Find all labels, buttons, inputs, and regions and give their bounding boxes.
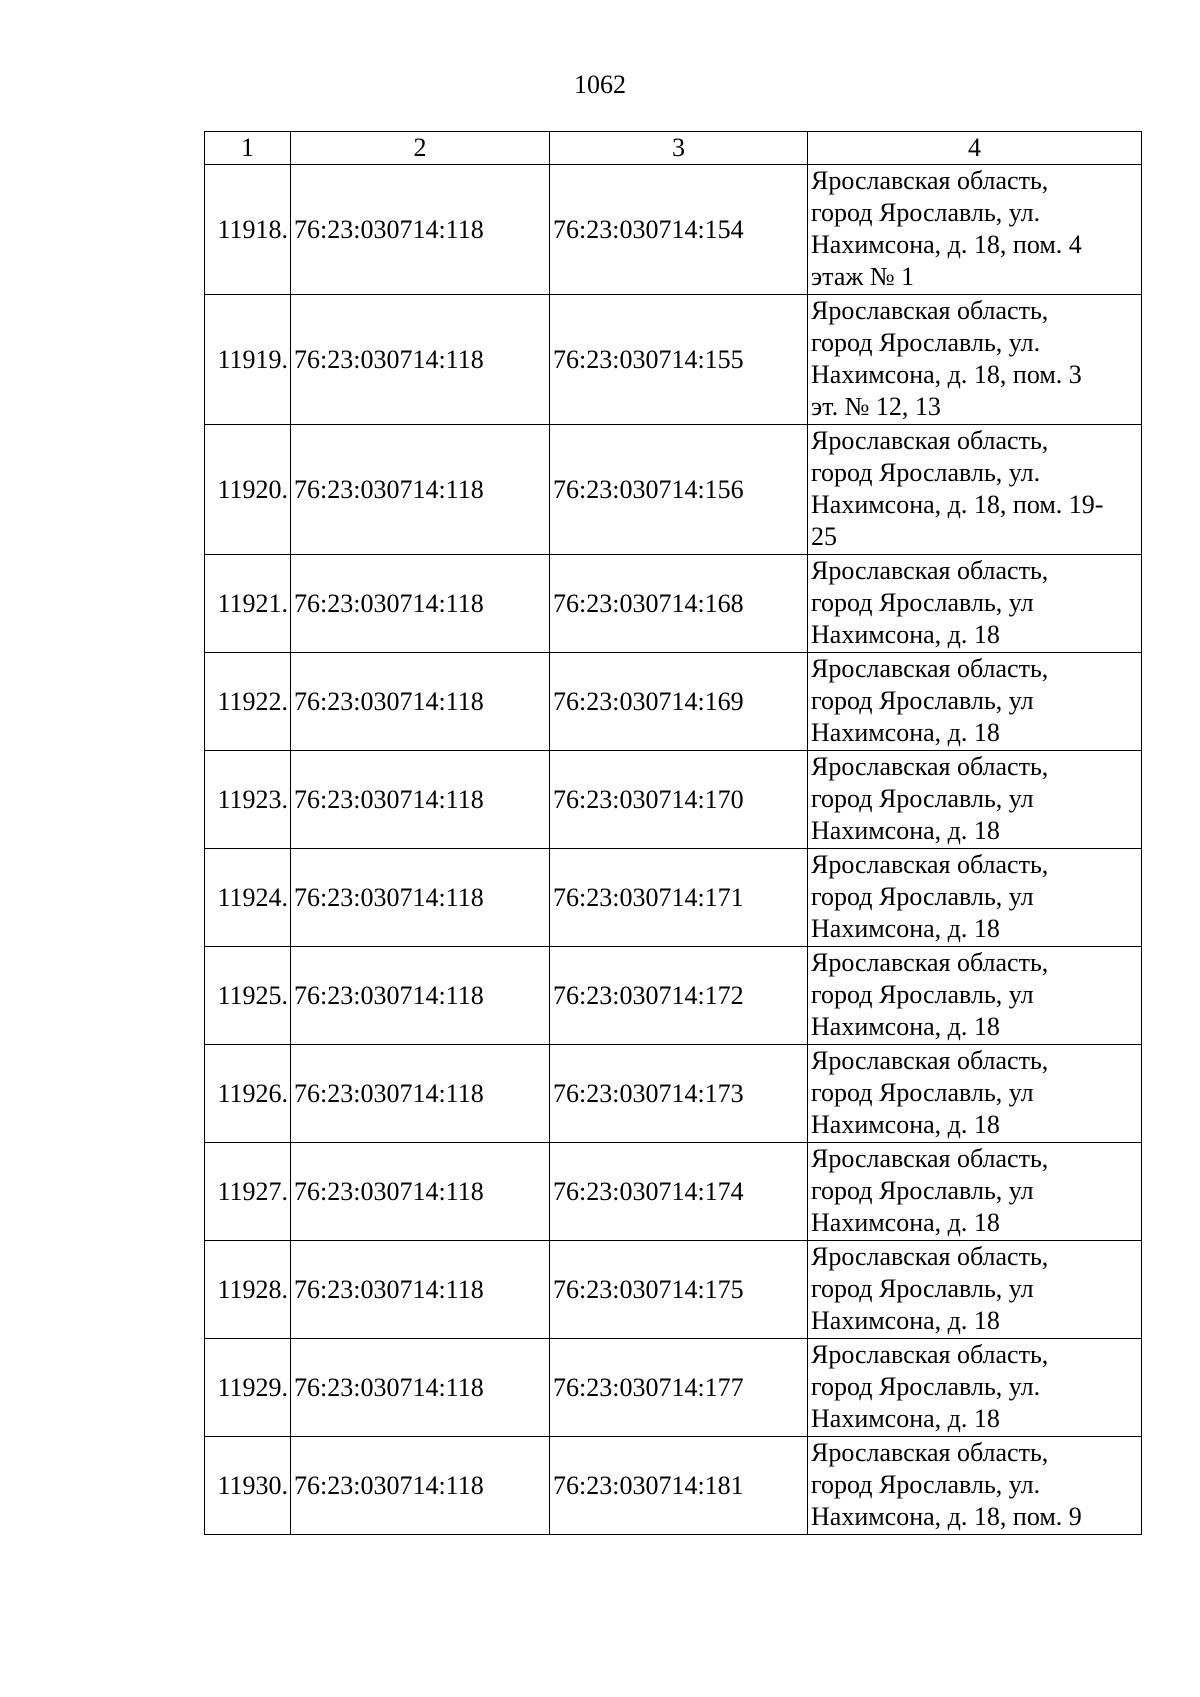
row-number-cell: 11923. [205,751,291,849]
address-cell: Ярославская область, город Ярославль, ул. Нахимсона, д. 18, пом. 9 [808,1437,1142,1535]
parcel-number-cell: 76:23:030714:118 [291,295,550,425]
parcel-number-cell: 76:23:030714:118 [291,555,550,653]
row-number-cell: 11926. [205,1045,291,1143]
object-number-cell: 76:23:030714:154 [550,165,808,295]
table-row [205,1437,1142,1535]
address-cell: Ярославская область, город Ярославль, ул Нахимсона, д. 18 [808,555,1142,653]
address-cell: Ярославская область, город Ярославль, ул Нахимсона, д. 18 [808,1143,1142,1241]
table-row [205,1339,1142,1437]
parcel-number-cell: 76:23:030714:118 [291,653,550,751]
row-number-cell: 11918. [205,165,291,295]
parcel-number-cell: 76:23:030714:118 [291,751,550,849]
table-row [205,947,1142,1045]
address-cell: Ярославская область, город Ярославль, ул Нахимсона, д. 18 [808,1045,1142,1143]
row-number-cell: 11925. [205,947,291,1045]
row-number-cell: 11921. [205,555,291,653]
row-number-cell: 11927. [205,1143,291,1241]
column-header-4: 4 [808,132,1142,165]
table-row [205,1241,1142,1339]
table-row [205,555,1142,653]
parcel-number-cell: 76:23:030714:118 [291,947,550,1045]
table-row [205,849,1142,947]
object-number-cell: 76:23:030714:156 [550,425,808,555]
column-header-2: 2 [291,132,550,165]
row-number-cell: 11919. [205,295,291,425]
table-row [205,425,1142,555]
object-number-cell: 76:23:030714:171 [550,849,808,947]
row-number-cell: 11922. [205,653,291,751]
object-number-cell: 76:23:030714:172 [550,947,808,1045]
parcel-number-cell: 76:23:030714:118 [291,165,550,295]
object-number-cell: 76:23:030714:169 [550,653,808,751]
parcel-number-cell: 76:23:030714:118 [291,425,550,555]
parcel-number-cell: 76:23:030714:118 [291,1045,550,1143]
table-row [205,295,1142,425]
registry-table [204,131,1142,1535]
parcel-number-cell: 76:23:030714:118 [291,849,550,947]
object-number-cell: 76:23:030714:155 [550,295,808,425]
row-number-cell: 11928. [205,1241,291,1339]
row-number-cell: 11930. [205,1437,291,1535]
table-row [205,653,1142,751]
address-cell: Ярославская область, город Ярославль, ул. Нахимсона, д. 18, пом. 3 эт. № 12, 13 [808,295,1142,425]
parcel-number-cell: 76:23:030714:118 [291,1241,550,1339]
object-number-cell: 76:23:030714:175 [550,1241,808,1339]
address-cell: Ярославская область, город Ярославль, ул Нахимсона, д. 18 [808,849,1142,947]
object-number-cell: 76:23:030714:174 [550,1143,808,1241]
address-cell: Ярославская область, город Ярославль, ул Нахимсона, д. 18 [808,1241,1142,1339]
table-header-row [205,132,1142,165]
address-cell: Ярославская область, город Ярославль, ул. Нахимсона, д. 18, пом. 4 этаж № 1 [808,165,1142,295]
address-cell: Ярославская область, город Ярославль, ул Нахимсона, д. 18 [808,751,1142,849]
parcel-number-cell: 76:23:030714:118 [291,1339,550,1437]
table-row [205,1143,1142,1241]
object-number-cell: 76:23:030714:173 [550,1045,808,1143]
object-number-cell: 76:23:030714:177 [550,1339,808,1437]
parcel-number-cell: 76:23:030714:118 [291,1143,550,1241]
object-number-cell: 76:23:030714:168 [550,555,808,653]
address-cell: Ярославская область, город Ярославль, ул Нахимсона, д. 18 [808,653,1142,751]
table-row [205,1045,1142,1143]
address-cell: Ярославская область, город Ярославль, ул. Нахимсона, д. 18 [808,1339,1142,1437]
address-cell: Ярославская область, город Ярославль, ул Нахимсона, д. 18 [808,947,1142,1045]
column-header-3: 3 [550,132,808,165]
object-number-cell: 76:23:030714:181 [550,1437,808,1535]
table-row [205,165,1142,295]
column-header-1: 1 [205,132,291,165]
row-number-cell: 11920. [205,425,291,555]
row-number-cell: 11924. [205,849,291,947]
table-row [205,751,1142,849]
page-number: 1062 [574,70,626,99]
row-number-cell: 11929. [205,1339,291,1437]
address-cell: Ярославская область, город Ярославль, ул. Нахимсона, д. 18, пом. 19- 25 [808,425,1142,555]
parcel-number-cell: 76:23:030714:118 [291,1437,550,1535]
object-number-cell: 76:23:030714:170 [550,751,808,849]
